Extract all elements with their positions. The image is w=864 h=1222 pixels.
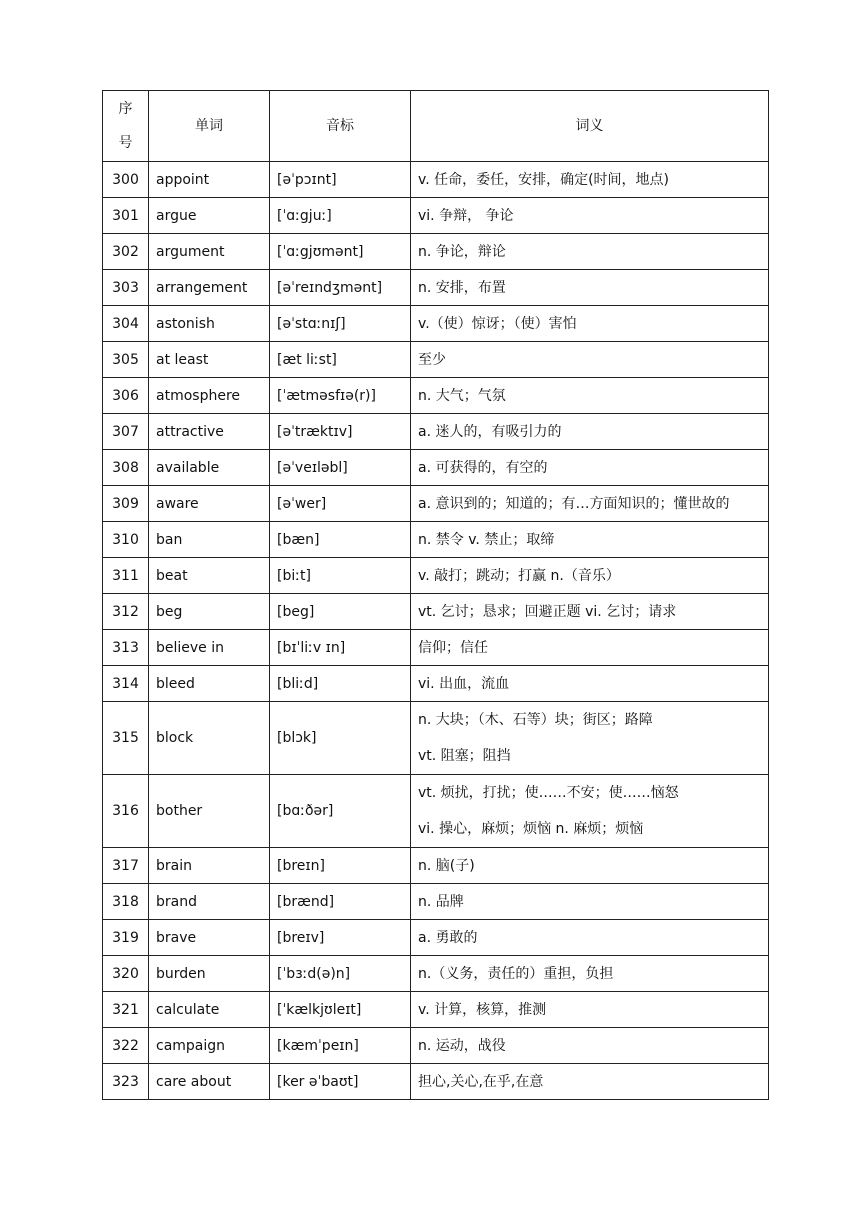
- row-phonetic: [bɑːðər]: [270, 775, 411, 848]
- row-meaning: [411, 848, 769, 884]
- row-meaning: [411, 1028, 769, 1064]
- row-meaning: [411, 306, 769, 342]
- row-word: arrangement: [149, 270, 270, 306]
- header-number-line1: 序: [118, 101, 133, 117]
- row-word: burden: [149, 956, 270, 992]
- row-phonetic: [bliːd]: [270, 666, 411, 702]
- meaning-line: vt. 乞讨；恳求；回避正题 vi. 乞讨；请求: [418, 603, 677, 620]
- meaning-line: n. 争论，辩论: [418, 243, 506, 260]
- meaning-line: vt. 阻塞；阻挡: [418, 748, 511, 764]
- meaning-line: n. 运动，战役: [418, 1037, 506, 1054]
- row-meaning: [411, 630, 769, 666]
- row-word: attractive: [149, 414, 270, 450]
- vocabulary-table: [102, 90, 769, 1100]
- header-number-line2: 号: [118, 135, 133, 151]
- row-word: bother: [149, 775, 270, 848]
- meaning-line: 担心,关心,在乎,在意: [418, 1073, 544, 1090]
- table-row: [103, 1028, 769, 1064]
- table-row: [103, 558, 769, 594]
- table-row: [103, 992, 769, 1028]
- table-row: [103, 848, 769, 884]
- row-phonetic: [əˈpɔɪnt]: [270, 162, 411, 198]
- row-number: 322: [103, 1028, 149, 1064]
- row-word: block: [149, 702, 270, 775]
- row-phonetic: [biːt]: [270, 558, 411, 594]
- row-meaning: [411, 920, 769, 956]
- row-phonetic: [bæn]: [270, 522, 411, 558]
- row-meaning: [411, 198, 769, 234]
- row-number: 323: [103, 1064, 149, 1100]
- header-word: 单词: [149, 91, 270, 162]
- meaning-line: n. 大气；气氛: [418, 387, 506, 404]
- table-row: [103, 702, 769, 775]
- meaning-line: n. 脑(子): [418, 857, 475, 874]
- row-meaning: [411, 666, 769, 702]
- row-meaning: [411, 522, 769, 558]
- row-number: 307: [103, 414, 149, 450]
- table-header-row: [103, 91, 769, 162]
- meaning-line: a. 可获得的，有空的: [418, 459, 548, 476]
- row-phonetic: [ˈkælkjʊleɪt]: [270, 992, 411, 1028]
- row-phonetic: [əˈreɪndʒmənt]: [270, 270, 411, 306]
- row-number: 305: [103, 342, 149, 378]
- row-phonetic: [blɔk]: [270, 702, 411, 775]
- row-phonetic: [əˈstɑːnɪʃ]: [270, 306, 411, 342]
- row-meaning: [411, 594, 769, 630]
- row-number: 319: [103, 920, 149, 956]
- row-number: 311: [103, 558, 149, 594]
- meaning-line: v. 敲打；跳动；打赢 n.（音乐）: [418, 567, 620, 584]
- row-word: astonish: [149, 306, 270, 342]
- row-word: believe in: [149, 630, 270, 666]
- meaning-line: vi. 争辩， 争论: [418, 207, 514, 224]
- table-row: [103, 884, 769, 920]
- row-meaning: [411, 558, 769, 594]
- row-phonetic: [əˈwer]: [270, 486, 411, 522]
- row-word: calculate: [149, 992, 270, 1028]
- meaning-line: n. 安排，布置: [418, 279, 506, 296]
- row-number: 312: [103, 594, 149, 630]
- meaning-line: a. 迷人的，有吸引力的: [418, 423, 562, 440]
- row-number: 309: [103, 486, 149, 522]
- row-meaning: [411, 450, 769, 486]
- table-row: [103, 522, 769, 558]
- header-meaning: 词义: [411, 91, 769, 162]
- meaning-line: 信仰；信任: [418, 639, 488, 656]
- row-number: 317: [103, 848, 149, 884]
- meaning-line: a. 意识到的；知道的；有…方面知识的；懂世故的: [418, 495, 730, 512]
- table-row: [103, 306, 769, 342]
- row-phonetic: [ker əˈbaʊt]: [270, 1064, 411, 1100]
- row-word: care about: [149, 1064, 270, 1100]
- row-word: aware: [149, 486, 270, 522]
- meaning-line: n.（义务，责任的）重担，负担: [418, 965, 614, 982]
- row-phonetic: [breɪn]: [270, 848, 411, 884]
- row-meaning: [411, 956, 769, 992]
- row-word: available: [149, 450, 270, 486]
- row-phonetic: [ˈɑːgjʊmənt]: [270, 234, 411, 270]
- table-row: [103, 594, 769, 630]
- row-number: 313: [103, 630, 149, 666]
- meaning-line: n. 大块；（木、石等）块；街区；路障: [418, 712, 653, 728]
- row-meaning: [411, 342, 769, 378]
- row-phonetic: [əˈtræktɪv]: [270, 414, 411, 450]
- row-word: argument: [149, 234, 270, 270]
- row-meaning: [411, 414, 769, 450]
- row-meaning: [411, 378, 769, 414]
- meaning-line: vt. 烦扰，打扰；使……不安；使……恼怒: [418, 785, 679, 801]
- header-phonetic: 音标: [270, 91, 411, 162]
- meaning-line: a. 勇敢的: [418, 929, 478, 946]
- row-meaning: [411, 775, 769, 848]
- row-word: bleed: [149, 666, 270, 702]
- row-word: ban: [149, 522, 270, 558]
- table-row: [103, 666, 769, 702]
- table-row: [103, 775, 769, 848]
- row-number: 318: [103, 884, 149, 920]
- row-meaning: [411, 1064, 769, 1100]
- table-row: [103, 450, 769, 486]
- table-row: [103, 270, 769, 306]
- table-row: [103, 920, 769, 956]
- row-phonetic: [əˈveɪləbl]: [270, 450, 411, 486]
- row-word: brain: [149, 848, 270, 884]
- row-phonetic: [ˈbɜːd(ə)n]: [270, 956, 411, 992]
- row-meaning: [411, 162, 769, 198]
- row-number: 321: [103, 992, 149, 1028]
- row-meaning: [411, 702, 769, 775]
- row-meaning: [411, 270, 769, 306]
- row-phonetic: [beg]: [270, 594, 411, 630]
- row-word: appoint: [149, 162, 270, 198]
- row-phonetic: [ˈætməsfɪə(r)]: [270, 378, 411, 414]
- row-phonetic: [brænd]: [270, 884, 411, 920]
- row-number: 316: [103, 775, 149, 848]
- row-word: argue: [149, 198, 270, 234]
- table-body: [103, 162, 769, 1100]
- row-meaning: [411, 234, 769, 270]
- meaning-line: v. 任命，委任，安排，确定(时间，地点): [418, 171, 670, 188]
- row-word: beat: [149, 558, 270, 594]
- row-meaning: [411, 884, 769, 920]
- table-row: [103, 234, 769, 270]
- row-word: beg: [149, 594, 270, 630]
- meaning-line: v. 计算，核算，推测: [418, 1001, 547, 1018]
- row-number: 306: [103, 378, 149, 414]
- meaning-line: vi. 出血，流血: [418, 675, 510, 692]
- table-row: [103, 162, 769, 198]
- table-row: [103, 630, 769, 666]
- row-word: brand: [149, 884, 270, 920]
- row-number: 302: [103, 234, 149, 270]
- meaning-line: vi. 操心，麻烦；烦恼 n. 麻烦；烦恼: [418, 821, 644, 837]
- header-number: [103, 91, 149, 162]
- meaning-line: v.（使）惊讶；（使）害怕: [418, 315, 577, 332]
- row-word: atmosphere: [149, 378, 270, 414]
- row-number: 304: [103, 306, 149, 342]
- row-phonetic: [ˈɑːgjuː]: [270, 198, 411, 234]
- meaning-line: 至少: [418, 351, 446, 368]
- row-number: 301: [103, 198, 149, 234]
- row-number: 320: [103, 956, 149, 992]
- row-phonetic: [breɪv]: [270, 920, 411, 956]
- row-number: 303: [103, 270, 149, 306]
- table-row: [103, 378, 769, 414]
- row-phonetic: [æt liːst]: [270, 342, 411, 378]
- table-row: [103, 414, 769, 450]
- table-row: [103, 342, 769, 378]
- table-row: [103, 486, 769, 522]
- row-phonetic: [kæmˈpeɪn]: [270, 1028, 411, 1064]
- row-word: at least: [149, 342, 270, 378]
- row-number: 300: [103, 162, 149, 198]
- row-number: 315: [103, 702, 149, 775]
- row-meaning: [411, 992, 769, 1028]
- table-row: [103, 956, 769, 992]
- meaning-line: n. 禁令 v. 禁止；取缔: [418, 531, 555, 548]
- meaning-line: n. 品牌: [418, 893, 464, 910]
- row-phonetic: [bɪˈliːv ɪn]: [270, 630, 411, 666]
- row-word: campaign: [149, 1028, 270, 1064]
- row-number: 310: [103, 522, 149, 558]
- row-number: 308: [103, 450, 149, 486]
- row-word: brave: [149, 920, 270, 956]
- table-row: [103, 1064, 769, 1100]
- table-row: [103, 198, 769, 234]
- row-meaning: [411, 486, 769, 522]
- row-number: 314: [103, 666, 149, 702]
